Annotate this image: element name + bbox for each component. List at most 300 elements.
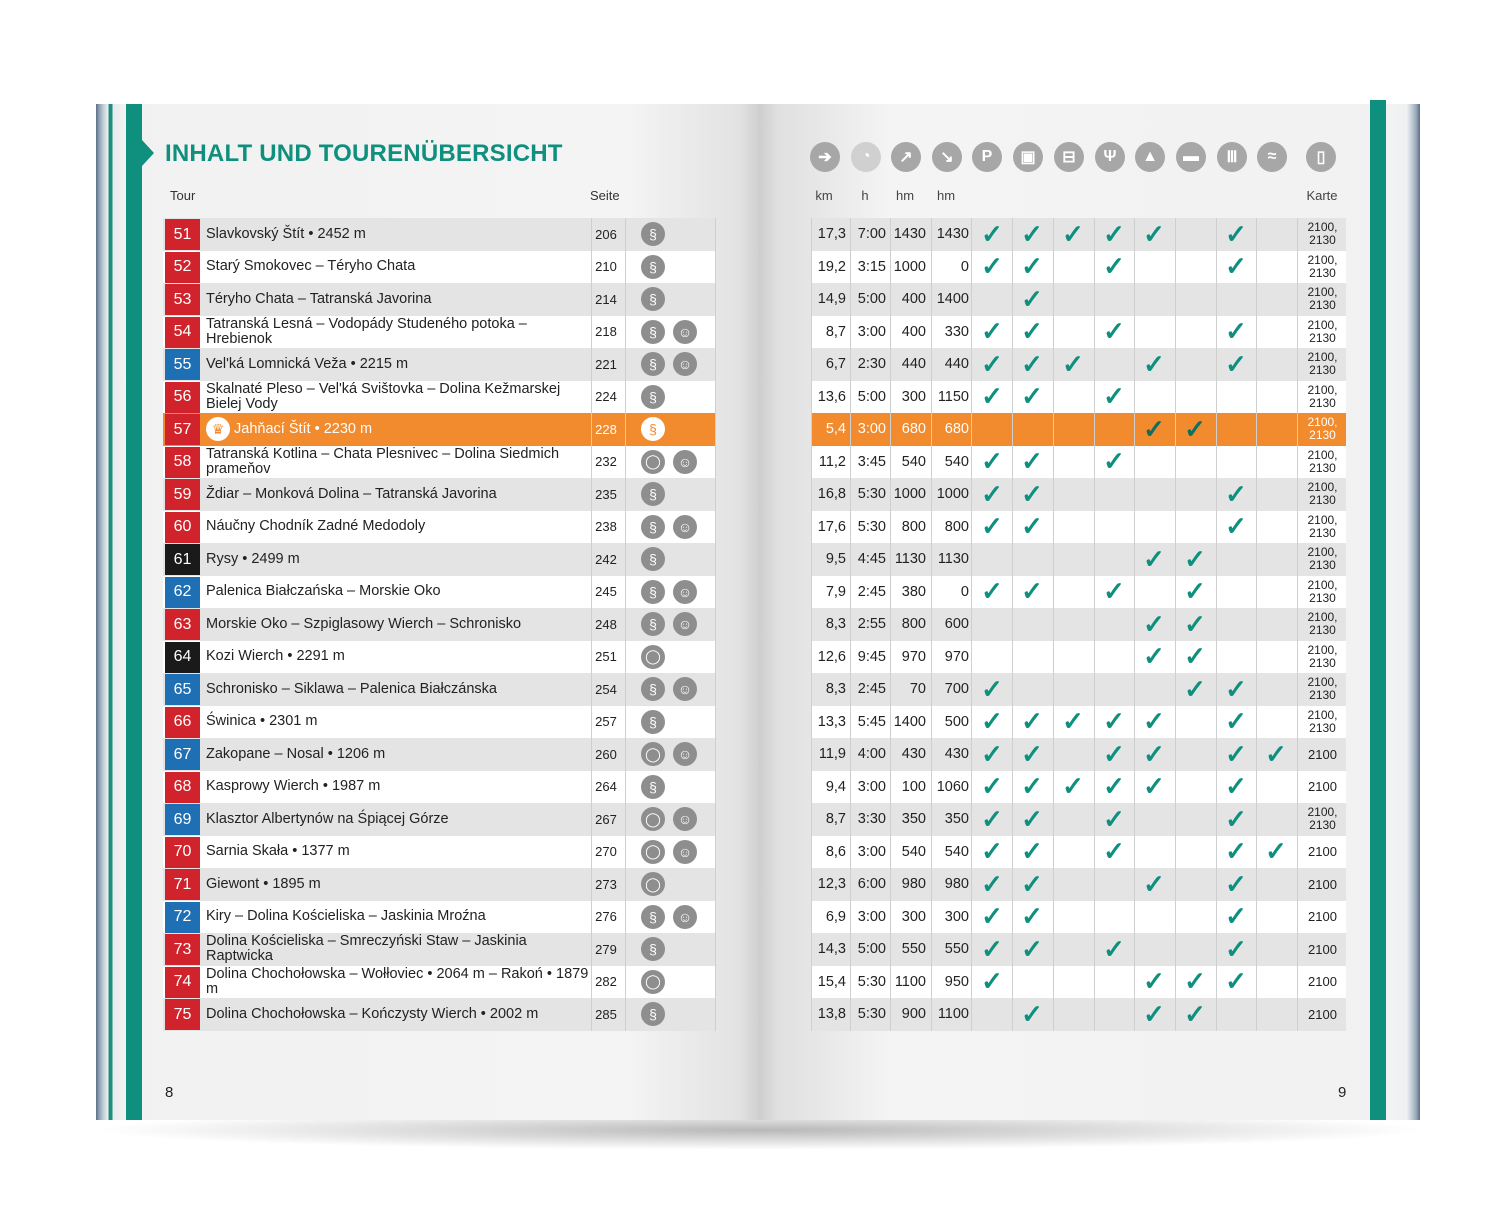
check-icon: ✓ xyxy=(1103,706,1125,737)
check-icon: ✓ xyxy=(1143,706,1165,737)
tour-hours: 7:00 xyxy=(857,226,886,243)
tour-km: 6,9 xyxy=(825,908,846,925)
tour-number: 56 xyxy=(165,382,200,413)
tour-descent: 1430 xyxy=(936,226,969,243)
tour-name-text: Jahňací Štít • 2230 m xyxy=(234,420,373,437)
tour-ascent: 300 xyxy=(901,388,926,405)
tour-page: 270 xyxy=(595,844,617,860)
table-row[interactable] xyxy=(163,218,1346,251)
tour-page: 232 xyxy=(595,454,617,470)
tour-hours: 5:30 xyxy=(857,518,886,535)
tour-km: 16,8 xyxy=(817,486,846,503)
tour-name-text: Sarnia Skała • 1377 m xyxy=(206,843,350,860)
tour-number: 71 xyxy=(165,869,200,900)
trail-icon: § xyxy=(641,222,665,246)
check-icon: ✓ xyxy=(981,316,1003,347)
check-icon: ✓ xyxy=(1021,576,1043,607)
tour-km: 11,2 xyxy=(818,453,846,470)
tour-number: 59 xyxy=(165,479,200,510)
trail-icon: § xyxy=(641,775,665,799)
loop-icon: ◯ xyxy=(641,742,665,766)
left-page-edge xyxy=(96,104,126,1120)
tour-hours: 5:30 xyxy=(857,1006,886,1023)
check-icon: ✓ xyxy=(1143,413,1165,444)
table-row[interactable] xyxy=(163,316,1346,349)
tour-descent: 980 xyxy=(944,876,969,893)
check-icon: ✓ xyxy=(981,576,1003,607)
check-icon: ✓ xyxy=(981,933,1003,964)
loop-icon: ◯ xyxy=(641,840,665,864)
tour-name xyxy=(206,836,591,869)
tour-number: 52 xyxy=(165,252,200,283)
tour-page: 206 xyxy=(595,226,617,242)
tour-ascent: 800 xyxy=(901,616,926,633)
tour-km: 13,8 xyxy=(817,1006,846,1023)
restaurant-icon: Ψ xyxy=(1095,142,1125,172)
tour-map: 2100 xyxy=(1308,779,1337,795)
trail-icon: § xyxy=(641,677,665,701)
tour-map: 2100 xyxy=(1308,746,1337,762)
check-icon: ✓ xyxy=(1021,316,1043,347)
tour-map: 2100, 2130 xyxy=(1307,610,1338,638)
tour-name xyxy=(206,673,591,706)
table-row[interactable] xyxy=(163,543,1346,576)
tour-descent: 440 xyxy=(944,356,969,373)
tour-name-text: Starý Smokovec – Téryho Chata xyxy=(206,258,416,275)
tour-ascent: 300 xyxy=(901,908,926,925)
tour-ascent: 350 xyxy=(901,811,926,828)
trail-icon: § xyxy=(641,417,665,441)
tour-name-text: Kiry – Dolina Kościeliska – Jaskinia Mroźna xyxy=(206,908,486,925)
check-icon: ✓ xyxy=(1184,543,1206,574)
tour-hours: 2:55 xyxy=(857,616,886,633)
check-icon: ✓ xyxy=(1021,381,1043,412)
check-icon: ✓ xyxy=(1143,348,1165,379)
tour-page: 276 xyxy=(595,909,617,925)
check-icon: ✓ xyxy=(1143,543,1165,574)
tour-page: 221 xyxy=(595,356,617,372)
table-row[interactable] xyxy=(163,933,1346,966)
tour-name-text: Ždiar – Monková Dolina – Tatranská Javorina xyxy=(206,485,497,502)
check-icon: ✓ xyxy=(981,478,1003,509)
tour-map: 2100, 2130 xyxy=(1307,382,1338,410)
check-icon: ✓ xyxy=(981,771,1003,802)
tour-name-text: Palenica Białczańska – Morskie Oko xyxy=(206,583,441,600)
tour-name-text: Kozi Wierch • 2291 m xyxy=(206,648,345,665)
check-icon: ✓ xyxy=(1062,348,1084,379)
check-icon: ✓ xyxy=(1265,738,1287,769)
tour-number: 63 xyxy=(165,609,200,640)
table-row[interactable] xyxy=(163,576,1346,609)
tour-ascent: 1400 xyxy=(893,713,926,730)
check-icon: ✓ xyxy=(981,706,1003,737)
trail-icon: § xyxy=(641,352,665,376)
trail-icon: § xyxy=(641,1002,665,1026)
tour-km: 13,3 xyxy=(817,713,846,730)
tour-descent: 1130 xyxy=(937,551,969,568)
tour-hours: 2:30 xyxy=(857,356,886,373)
tour-hours: 3:45 xyxy=(857,453,886,470)
tour-name xyxy=(206,348,591,381)
tour-number: 55 xyxy=(165,349,200,380)
tour-page: 264 xyxy=(595,779,617,795)
tour-descent: 700 xyxy=(944,681,969,698)
tour-map: 2100 xyxy=(1308,941,1337,957)
tour-ascent: 800 xyxy=(901,518,926,535)
tour-name xyxy=(206,901,591,934)
kids-icon: ☺ xyxy=(673,450,697,474)
tour-page: 285 xyxy=(595,1006,617,1022)
check-icon: ✓ xyxy=(1021,478,1043,509)
tour-hours: 3:15 xyxy=(857,258,886,275)
table-row[interactable] xyxy=(163,966,1346,999)
table-row[interactable] xyxy=(163,446,1346,479)
check-icon: ✓ xyxy=(1225,511,1247,542)
tour-name-text: Tatranská Kotlina – Chata Plesnivec – Dolina Siedmich prameňov xyxy=(206,445,560,477)
tour-page: 273 xyxy=(595,876,617,892)
check-icon: ✓ xyxy=(1062,218,1084,249)
loop-icon: ◯ xyxy=(641,970,665,994)
table-row[interactable] xyxy=(163,673,1346,706)
tour-number: 69 xyxy=(165,804,200,835)
tour-page: 228 xyxy=(595,421,617,437)
tour-map: 2100, 2130 xyxy=(1307,642,1338,670)
hut-icon: ▲ xyxy=(1135,142,1165,172)
tour-descent: 1100 xyxy=(937,1006,969,1023)
tour-ascent: 1430 xyxy=(893,226,926,243)
table-row[interactable] xyxy=(163,381,1346,414)
tour-descent: 1150 xyxy=(937,388,969,405)
check-icon: ✓ xyxy=(981,511,1003,542)
tour-map: 2100, 2130 xyxy=(1307,545,1338,573)
tour-km: 8,7 xyxy=(825,811,846,828)
table-row[interactable] xyxy=(163,283,1346,316)
header-hm-down: hm xyxy=(936,188,956,203)
tour-descent: 350 xyxy=(944,811,969,828)
header-h: h xyxy=(861,188,869,203)
tour-hours: 9:45 xyxy=(857,648,886,665)
tour-map: 2100, 2130 xyxy=(1307,675,1338,703)
ascent-icon: ↗ xyxy=(891,142,921,172)
trail-icon: § xyxy=(641,385,665,409)
check-icon: ✓ xyxy=(1225,771,1247,802)
tour-map: 2100, 2130 xyxy=(1307,285,1338,313)
check-icon: ✓ xyxy=(1021,283,1043,314)
check-icon: ✓ xyxy=(981,966,1003,997)
tour-descent: 800 xyxy=(944,518,969,535)
tour-descent: 1060 xyxy=(936,778,969,795)
kids-icon: ☺ xyxy=(673,612,697,636)
tour-name-text: Dolina Chochołowska – Kończysty Wierch • 2002 m xyxy=(206,1005,539,1022)
tour-page: 242 xyxy=(595,551,617,567)
check-icon: ✓ xyxy=(1225,933,1247,964)
table-row[interactable] xyxy=(163,738,1346,771)
tour-hours: 4:00 xyxy=(857,746,886,763)
check-icon: ✓ xyxy=(1103,836,1125,867)
tour-ascent: 900 xyxy=(901,1006,926,1023)
check-icon: ✓ xyxy=(981,446,1003,477)
table-row[interactable] xyxy=(163,641,1346,674)
tour-ascent: 970 xyxy=(901,648,926,665)
tour-descent: 0 xyxy=(960,258,969,275)
check-icon: ✓ xyxy=(1103,803,1125,834)
check-icon: ✓ xyxy=(1021,868,1043,899)
check-icon: ✓ xyxy=(1184,641,1206,672)
trail-icon: § xyxy=(641,320,665,344)
check-icon: ✓ xyxy=(1225,868,1247,899)
tour-ascent: 680 xyxy=(901,421,926,438)
check-icon: ✓ xyxy=(1225,478,1247,509)
tour-page: 218 xyxy=(595,324,617,340)
tour-page: 267 xyxy=(595,811,617,827)
tour-map: 2100 xyxy=(1308,844,1337,860)
swimming-icon: ≈ xyxy=(1257,142,1287,172)
tour-km: 5,4 xyxy=(825,421,846,438)
tour-name xyxy=(206,608,591,641)
check-icon: ✓ xyxy=(1062,771,1084,802)
table-row[interactable] xyxy=(163,251,1346,284)
tour-km: 19,2 xyxy=(817,258,846,275)
tour-hours: 3:00 xyxy=(857,843,886,860)
tour-name xyxy=(206,706,591,739)
tour-name xyxy=(206,478,591,511)
tour-name-text: Giewont • 1895 m xyxy=(206,875,321,892)
table-row[interactable] xyxy=(163,868,1346,901)
header-seite: Seite xyxy=(590,188,620,203)
kids-icon: ☺ xyxy=(673,807,697,831)
check-icon: ✓ xyxy=(1184,576,1206,607)
tour-page: 214 xyxy=(595,291,617,307)
tour-name xyxy=(206,283,591,316)
kids-icon: ☺ xyxy=(673,905,697,929)
tour-descent: 330 xyxy=(944,323,969,340)
check-icon: ✓ xyxy=(1225,316,1247,347)
tour-ascent: 400 xyxy=(901,291,926,308)
tour-number: 68 xyxy=(165,772,200,803)
kids-icon: ☺ xyxy=(673,515,697,539)
table-row[interactable] xyxy=(163,348,1346,381)
tour-name xyxy=(206,511,591,544)
tour-name xyxy=(206,251,591,284)
table-row[interactable] xyxy=(163,511,1346,544)
trail-icon: § xyxy=(641,937,665,961)
check-icon: ✓ xyxy=(1103,738,1125,769)
bus-icon: ▣ xyxy=(1013,142,1043,172)
tour-map: 2100 xyxy=(1308,974,1337,990)
tour-descent: 500 xyxy=(944,713,969,730)
map-icon: ▯ xyxy=(1306,142,1336,172)
tour-km: 17,3 xyxy=(817,226,846,243)
table-row[interactable] xyxy=(163,771,1346,804)
tour-name xyxy=(206,576,591,609)
tour-map: 2100, 2130 xyxy=(1307,480,1338,508)
table-row[interactable] xyxy=(163,998,1346,1031)
check-icon: ✓ xyxy=(1103,316,1125,347)
table-row[interactable] xyxy=(163,706,1346,739)
trail-icon: § xyxy=(641,612,665,636)
tour-km: 17,6 xyxy=(817,518,846,535)
tour-hours: 2:45 xyxy=(857,681,886,698)
tour-hours: 3:00 xyxy=(857,323,886,340)
tour-name xyxy=(206,771,591,804)
check-icon: ✓ xyxy=(1103,446,1125,477)
table-row[interactable] xyxy=(163,413,1346,446)
tour-name-text: Świnica • 2301 m xyxy=(206,713,318,730)
trail-icon: § xyxy=(641,287,665,311)
tour-ascent: 540 xyxy=(901,843,926,860)
tour-hours: 3:00 xyxy=(857,421,886,438)
tour-descent: 430 xyxy=(944,746,969,763)
museum-icon: Ⅲ xyxy=(1217,142,1247,172)
trail-icon: § xyxy=(641,255,665,279)
tour-ascent: 540 xyxy=(901,453,926,470)
page-title: INHALT UND TOURENÜBERSICHT xyxy=(165,140,563,167)
check-icon: ✓ xyxy=(1225,706,1247,737)
tour-name xyxy=(206,803,591,836)
check-icon: ✓ xyxy=(1225,348,1247,379)
tour-number: 74 xyxy=(165,967,200,998)
check-icon: ✓ xyxy=(1103,771,1125,802)
check-icon: ✓ xyxy=(1225,218,1247,249)
tour-map: 2100, 2130 xyxy=(1307,447,1338,475)
table-row[interactable] xyxy=(163,608,1346,641)
tour-name xyxy=(206,381,591,414)
table-row[interactable] xyxy=(163,478,1346,511)
check-icon: ✓ xyxy=(1021,706,1043,737)
tour-number: 54 xyxy=(165,317,200,348)
tour-number: 51 xyxy=(165,219,200,250)
tour-km: 11,9 xyxy=(818,746,846,763)
tour-name-text: Náučny Chodník Zadné Medodoly xyxy=(206,518,426,535)
tour-hours: 3:00 xyxy=(857,778,886,795)
check-icon: ✓ xyxy=(1103,218,1125,249)
tour-name-text: Morskie Oko – Szpiglasowy Wierch – Schronisko xyxy=(206,615,522,632)
tour-page: 260 xyxy=(595,746,617,762)
tour-page: 224 xyxy=(595,389,617,405)
tour-name xyxy=(206,413,591,446)
check-icon: ✓ xyxy=(1184,673,1206,704)
tour-page: 279 xyxy=(595,941,617,957)
check-icon: ✓ xyxy=(1143,771,1165,802)
table-row[interactable] xyxy=(163,901,1346,934)
tour-number: 70 xyxy=(165,837,200,868)
loop-icon: ◯ xyxy=(641,872,665,896)
clock-icon: ◔ xyxy=(851,142,881,172)
tour-km: 8,6 xyxy=(825,843,846,860)
loop-icon: ◯ xyxy=(641,450,665,474)
tour-name-text: Vel'ká Lomnická Veža • 2215 m xyxy=(206,355,409,372)
tour-ascent: 380 xyxy=(901,583,926,600)
cable-car-icon: ⊟ xyxy=(1054,142,1084,172)
tour-hours: 3:00 xyxy=(857,908,886,925)
tour-descent: 300 xyxy=(944,908,969,925)
page-number-right: 9 xyxy=(1338,1084,1347,1101)
tour-descent: 550 xyxy=(944,941,969,958)
tour-descent: 0 xyxy=(960,583,969,600)
tour-map: 2100, 2130 xyxy=(1307,512,1338,540)
tour-hours: 3:30 xyxy=(857,811,886,828)
tour-ascent: 1000 xyxy=(893,258,926,275)
tour-name xyxy=(206,933,591,966)
table-row[interactable] xyxy=(163,803,1346,836)
table-row[interactable] xyxy=(163,836,1346,869)
check-icon: ✓ xyxy=(981,251,1003,282)
tour-descent: 950 xyxy=(944,973,969,990)
tour-km: 12,3 xyxy=(817,876,846,893)
tour-name-text: Zakopane – Nosal • 1206 m xyxy=(206,745,386,762)
tour-ascent: 1000 xyxy=(893,486,926,503)
tour-ascent: 70 xyxy=(909,681,926,698)
tour-number: 53 xyxy=(165,284,200,315)
tour-map: 2100, 2130 xyxy=(1307,577,1338,605)
tour-map: 2100, 2130 xyxy=(1307,220,1338,248)
check-icon: ✓ xyxy=(1021,446,1043,477)
tour-name-text: Slavkovský Štít • 2452 m xyxy=(206,225,366,242)
trail-icon: § xyxy=(641,710,665,734)
signpost-icon: ➔ xyxy=(810,142,840,172)
check-icon: ✓ xyxy=(981,673,1003,704)
check-icon: ✓ xyxy=(1103,933,1125,964)
tour-number: 58 xyxy=(165,447,200,478)
tour-descent: 1000 xyxy=(936,486,969,503)
check-icon: ✓ xyxy=(1143,218,1165,249)
tour-km: 6,7 xyxy=(825,356,846,373)
loop-icon: ◯ xyxy=(641,807,665,831)
kids-icon: ☺ xyxy=(673,677,697,701)
tour-name xyxy=(206,218,591,251)
parking-icon: P xyxy=(972,142,1002,172)
kids-icon: ☺ xyxy=(673,352,697,376)
tour-ascent: 550 xyxy=(901,941,926,958)
tour-name-text: Kasprowy Wierch • 1987 m xyxy=(206,778,381,795)
kids-icon: ☺ xyxy=(673,742,697,766)
tour-hours: 2:45 xyxy=(857,583,886,600)
tour-ascent: 440 xyxy=(901,356,926,373)
header-km: km xyxy=(815,188,833,203)
check-icon: ✓ xyxy=(1021,511,1043,542)
tour-km: 12,6 xyxy=(817,648,846,665)
tour-descent: 680 xyxy=(944,421,969,438)
tour-hours: 5:45 xyxy=(857,713,886,730)
tour-number: 67 xyxy=(165,739,200,770)
tour-name-text: Rysy • 2499 m xyxy=(206,550,300,567)
check-icon: ✓ xyxy=(1021,218,1043,249)
tour-name xyxy=(206,998,591,1031)
check-icon: ✓ xyxy=(1021,771,1043,802)
tour-map: 2100, 2130 xyxy=(1307,707,1338,735)
tour-name xyxy=(206,641,591,674)
tour-descent: 970 xyxy=(944,648,969,665)
tour-map: 2100, 2130 xyxy=(1307,350,1338,378)
tour-ascent: 400 xyxy=(901,323,926,340)
check-icon: ✓ xyxy=(1143,868,1165,899)
tour-km: 14,9 xyxy=(817,291,846,308)
check-icon: ✓ xyxy=(1225,673,1247,704)
tour-km: 8,3 xyxy=(825,681,846,698)
check-icon: ✓ xyxy=(1143,998,1165,1029)
tour-hours: 5:30 xyxy=(857,486,886,503)
check-icon: ✓ xyxy=(1225,803,1247,834)
tour-page: 282 xyxy=(595,974,617,990)
header-hm-up: hm xyxy=(895,188,915,203)
tour-page: 251 xyxy=(595,649,617,665)
tour-number: 72 xyxy=(165,902,200,933)
kids-icon: ☺ xyxy=(673,580,697,604)
check-icon: ✓ xyxy=(981,901,1003,932)
descent-icon: ↘ xyxy=(932,142,962,172)
trail-icon: § xyxy=(641,515,665,539)
lodging-icon: ▬ xyxy=(1176,142,1206,172)
